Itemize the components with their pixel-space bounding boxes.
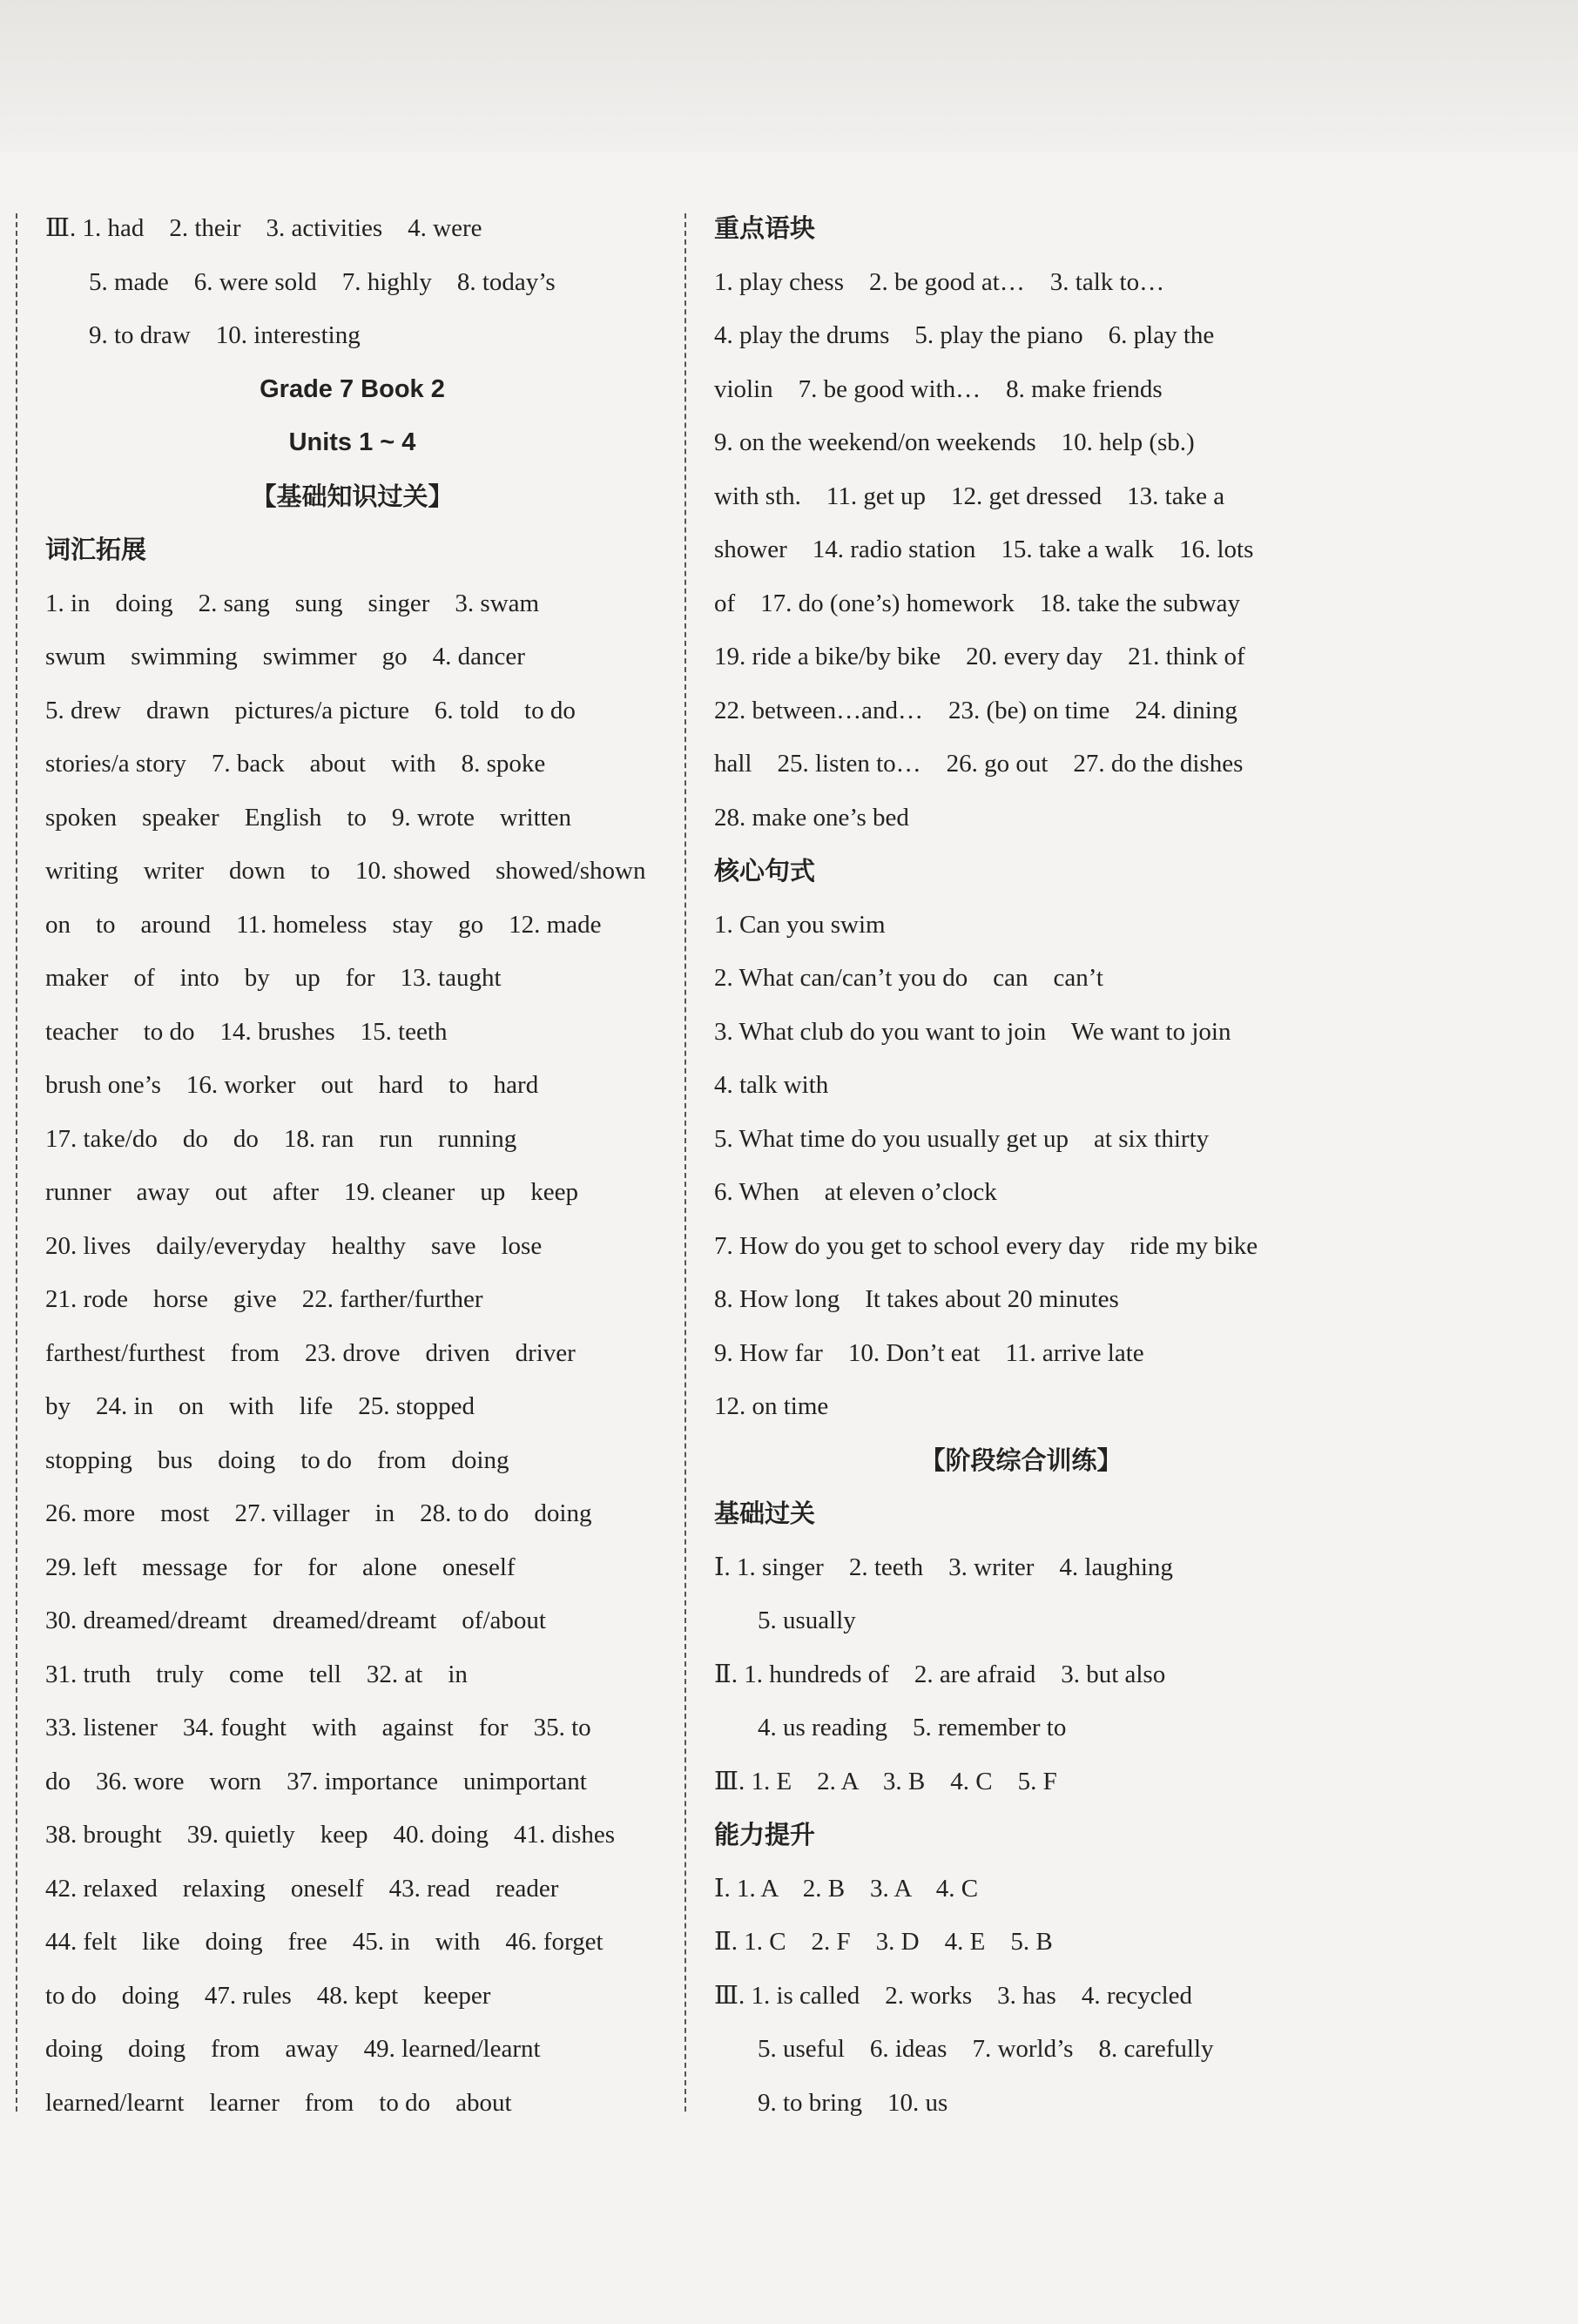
- answer-line: 8. How long It takes about 20 minutes: [714, 1285, 1119, 1313]
- answer-line: 9. on the weekend/on weekends 10. help (sb.): [714, 428, 1195, 456]
- answer-line: 22. between…and… 23. (be) on time 24. dining: [714, 696, 1237, 724]
- answer-line: 19. ride a bike/by bike 20. every day 21. think of: [714, 643, 1245, 670]
- answer-line: 20. lives daily/everyday healthy save lose: [45, 1231, 543, 1260]
- answer-line: 28. make one’s bed: [714, 803, 909, 832]
- answer-line: 26. more most 27. villager in 28. to do doing: [45, 1499, 592, 1527]
- answer-line: Ⅲ. 1. is called 2. works 3. has 4. recycled: [714, 1981, 1193, 2010]
- answer-line: 6. When at eleven o’clock: [714, 1178, 997, 1206]
- answer-line: 33. listener 34. fought with against for 35. to: [45, 1714, 591, 1741]
- answer-line: 5. usually: [758, 1607, 856, 1634]
- answer-line: violin 7. be good with… 8. make friends: [714, 374, 1163, 403]
- answer-line: swum swimming swimmer go 4. dancer: [45, 643, 525, 670]
- answer-line: writing writer down to 10. showed showed/shown: [45, 857, 646, 885]
- answer-line: 5. useful 6. ideas 7. world’s 8. carefully: [758, 2035, 1214, 2063]
- answer-line: Ⅱ. 1. hundreds of 2. are afraid 3. but also: [714, 1660, 1166, 1688]
- answer-line: 4. play the drums 5. play the piano 6. play the: [714, 321, 1215, 349]
- section-heading: 基础过关: [714, 1499, 816, 1528]
- answer-line: hall 25. listen to… 26. go out 27. do the dishes: [714, 750, 1244, 778]
- answer-line: 44. felt like doing free 45. in with 46. forget: [45, 1928, 604, 1956]
- answer-line: 29. left message for for alone oneself: [45, 1553, 516, 1581]
- answer-line: 4. talk with: [714, 1071, 829, 1099]
- column-divider: [684, 213, 686, 2112]
- section-heading: 【基础知识过关】: [251, 481, 454, 511]
- answer-line: Ⅲ. 1. had 2. their 3. activities 4. were: [45, 214, 482, 242]
- answer-line: 42. relaxed relaxing oneself 43. read reader: [45, 1874, 559, 1903]
- answer-line: 38. brought 39. quietly keep 40. doing 41. dishes: [45, 1821, 616, 1849]
- section-heading: Units 1 ~ 4: [288, 428, 416, 456]
- answer-line: 4. us reading 5. remember to: [758, 1714, 1067, 1741]
- answer-line: 30. dreamed/dreamt dreamed/dreamt of/about: [45, 1607, 546, 1634]
- answer-line: 5. made 6. were sold 7. highly 8. today’s: [89, 267, 556, 296]
- answer-line: 21. rode horse give 22. farther/further: [45, 1285, 483, 1313]
- right-column: [714, 202, 1328, 2130]
- answer-line: on to around 11. homeless stay go 12. made: [45, 910, 602, 939]
- answer-line: of 17. do (one’s) homework 18. take the subway: [714, 589, 1241, 617]
- answer-line: Ⅰ. 1. A 2. B 3. A 4. C: [714, 1874, 979, 1903]
- section-heading: 【阶段综合训练】: [920, 1445, 1123, 1475]
- answer-line: stories/a story 7. back about with 8. spoke: [45, 750, 546, 778]
- answer-line: Ⅲ. 1. E 2. A 3. B 4. C 5. F: [714, 1767, 1057, 1795]
- answer-line: 3. What club do you want to join We want to join: [714, 1017, 1231, 1046]
- answer-line: Ⅱ. 1. C 2. F 3. D 4. E 5. B: [714, 1928, 1053, 1956]
- answer-line: 5. drew drawn pictures/a picture 6. told to do: [45, 696, 576, 724]
- answer-line: Ⅰ. 1. singer 2. teeth 3. writer 4. laughing: [714, 1553, 1173, 1581]
- answer-line: runner away out after 19. cleaner up keep: [45, 1178, 578, 1206]
- answer-line: 12. on time: [714, 1392, 829, 1420]
- section-heading: 核心句式: [714, 856, 816, 886]
- answer-line: 1. in doing 2. sang sung singer 3. swam: [45, 589, 540, 617]
- answer-line: to do doing 47. rules 48. kept keeper: [45, 1981, 491, 2010]
- answer-line: by 24. in on with life 25. stopped: [45, 1392, 475, 1420]
- answer-line: 9. to draw 10. interesting: [89, 321, 361, 349]
- answer-line: spoken speaker English to 9. wrote written: [45, 803, 572, 832]
- answer-line: with sth. 11. get up 12. get dressed 13. take a: [714, 482, 1225, 510]
- answer-line: 17. take/do do do 18. ran run running: [45, 1124, 517, 1153]
- section-heading: 重点语块: [714, 213, 816, 243]
- answer-line: learned/learnt learner from to do about: [45, 2088, 512, 2117]
- section-heading: Grade 7 Book 2: [260, 374, 445, 403]
- answer-line: farthest/furthest from 23. drove driven driver: [45, 1338, 576, 1367]
- top-shadow-band: [0, 0, 1578, 152]
- answer-line: 9. How far 10. Don’t eat 11. arrive late: [714, 1338, 1144, 1367]
- answer-line: brush one’s 16. worker out hard to hard: [45, 1071, 539, 1099]
- answer-line: 7. How do you get to school every day ride my bike: [714, 1231, 1258, 1260]
- section-heading: 能力提升: [714, 1820, 816, 1849]
- answer-line: 1. play chess 2. be good at… 3. talk to…: [714, 267, 1165, 296]
- left-margin-divider: [16, 213, 17, 2112]
- section-heading: 词汇拓展: [45, 535, 147, 564]
- answer-line: maker of into by up for 13. taught: [45, 964, 502, 992]
- left-column: [45, 202, 659, 2130]
- answer-line: 31. truth truly come tell 32. at in: [45, 1660, 468, 1688]
- answer-line: do 36. wore worn 37. importance unimportant: [45, 1767, 587, 1795]
- answer-line: 2. What can/can’t you do can can’t: [714, 964, 1103, 992]
- answer-line: 1. Can you swim: [714, 910, 886, 939]
- answer-line: 9. to bring 10. us: [758, 2088, 948, 2117]
- answer-line: shower 14. radio station 15. take a walk 16. lots: [714, 536, 1254, 563]
- answer-line: doing doing from away 49. learned/learnt: [45, 2035, 541, 2063]
- answer-line: 5. What time do you usually get up at six thirty: [714, 1124, 1210, 1153]
- answer-line: teacher to do 14. brushes 15. teeth: [45, 1017, 448, 1046]
- answer-line: stopping bus doing to do from doing: [45, 1445, 509, 1474]
